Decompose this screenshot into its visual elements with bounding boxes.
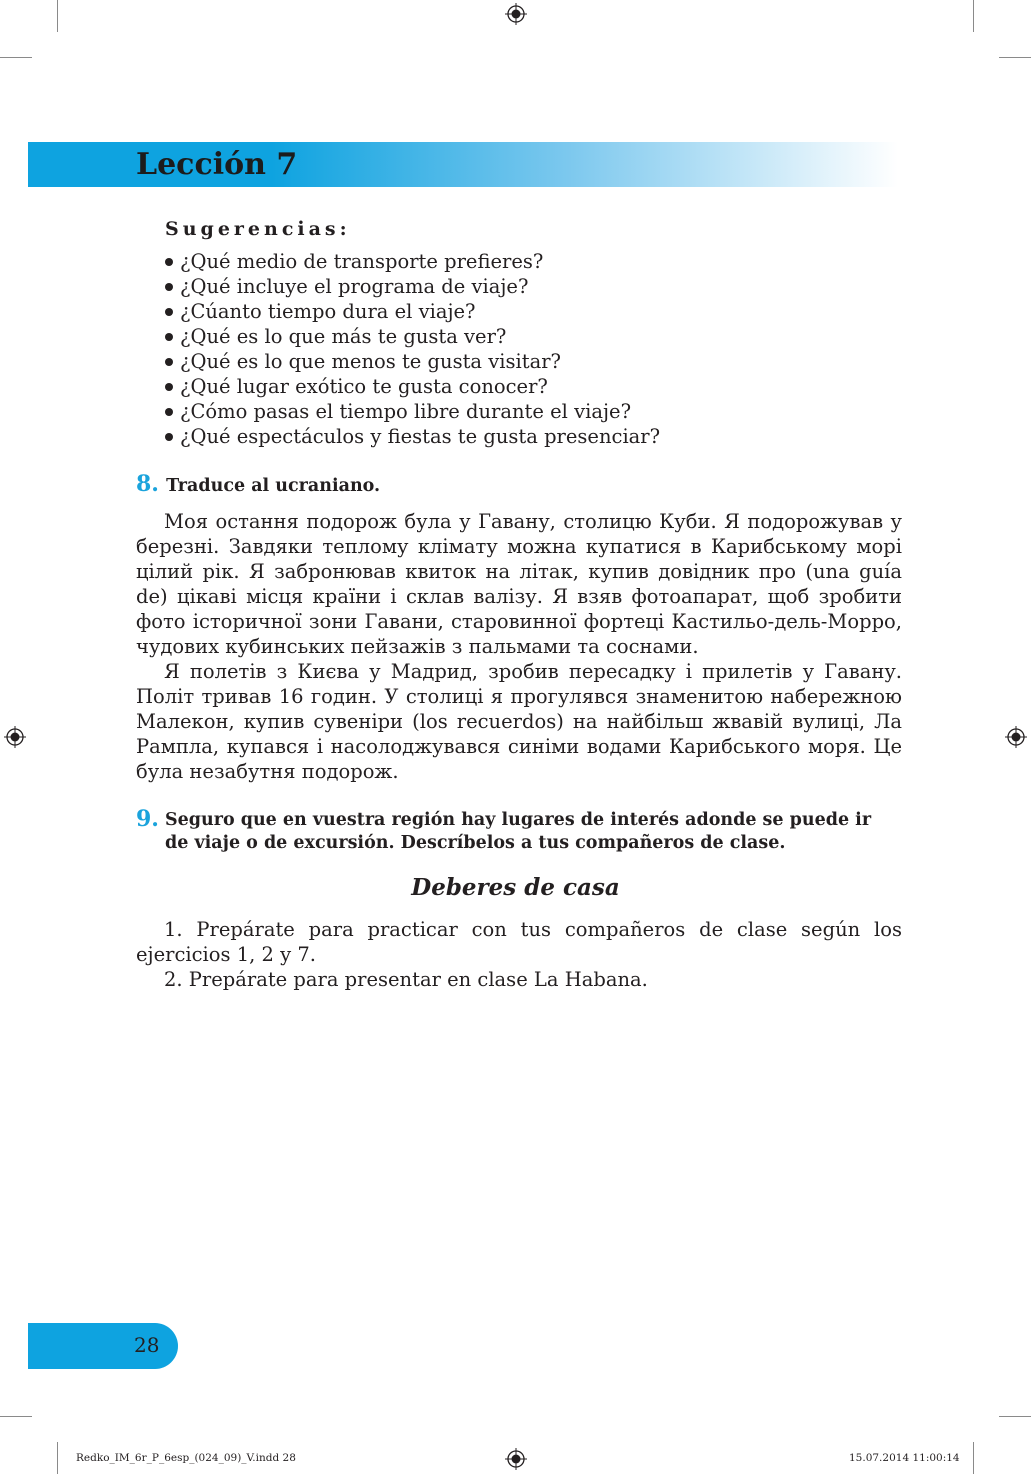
exercise-8-heading — [136, 471, 380, 497]
list-item: ¿Qué medio de transporte prefieres? — [165, 249, 660, 274]
slug-filename: Redko_IM_6r_P_6esp_(024_09)_V.indd 28 — [76, 1452, 296, 1464]
bullet-icon — [165, 433, 173, 441]
registration-mark-icon — [4, 726, 26, 748]
crop-mark — [973, 0, 974, 32]
list-item: ¿Cómo pasas el tiempo libre durante el viaje? — [165, 399, 660, 424]
page-number: 28 — [134, 1333, 160, 1357]
bullet-icon — [165, 408, 173, 416]
exercise-instruction: Seguro que en vuestra región hay lugares de interés adonde se puede ir de viaje o de excursión. Descríbelos a tus compañeros de clase. — [165, 810, 872, 853]
paragraph: Моя остання подорож була у Гавану, столицю Куби. Я подорожував у березні. Завдяки теплому клімату можна купатися в Карибському морі цілий рік. Я забронював квиток на літак, купив довідник про (una guía de) цікаві місця країни і склав валізу. Я взяв фотоапарат, щоб зробити фото історичної зони Гавани, старовинної фортеці Кастильо-дель-Морро, чудових кубинських пейзажів з пальмами та соснами. — [136, 510, 902, 658]
list-item: ¿Qué es lo que más te gusta ver? — [165, 324, 660, 349]
crop-mark — [57, 0, 58, 32]
list-item: ¿Qué lugar exótico te gusta conocer? — [165, 374, 660, 399]
crop-mark — [57, 1442, 58, 1474]
sugerencias-list — [165, 249, 660, 449]
deberes-title: Deberes de casa — [411, 874, 620, 901]
crop-mark — [999, 1416, 1031, 1417]
sugerencias-title: Sugerencias: — [165, 218, 351, 240]
exercise-instruction: Traduce al ucraniano. — [166, 476, 381, 496]
exercise-number: 8. — [136, 471, 159, 497]
registration-mark-icon — [505, 1448, 527, 1470]
crop-mark — [0, 1416, 32, 1417]
bullet-icon — [165, 383, 173, 391]
crop-mark — [999, 57, 1031, 58]
lesson-title: Lección 7 — [136, 147, 298, 182]
bullet-icon — [165, 258, 173, 266]
bullet-icon — [165, 358, 173, 366]
registration-mark-icon — [505, 3, 527, 25]
bullet-icon — [165, 283, 173, 291]
exercise-8-text — [136, 509, 902, 784]
exercise-9-heading — [136, 806, 159, 832]
paragraph: Я полетів з Києва у Мадрид, зробив пересадку і прилетів у Гавану. Політ тривав 16 годин. У столиці я прогулявся знаменитою набережною Малекон, купив сувеніри (los recuerdos) на найбільш жвавій вулиці, Ла Рампла, купався і насолоджувався синіми водами Карибського моря. Це була незабутня подорож. — [136, 660, 902, 783]
bullet-icon — [165, 308, 173, 316]
crop-mark — [0, 57, 32, 58]
crop-mark — [973, 1442, 974, 1474]
list-item: 1. Prepárate para practicar con tus compañeros de clase según los ejercicios 1, 2 y 7. — [136, 918, 902, 966]
list-item: ¿Qué espectáculos y fiestas te gusta presenciar? — [165, 424, 660, 449]
bullet-icon — [165, 333, 173, 341]
list-item: ¿Qué es lo que menos te gusta visitar? — [165, 349, 660, 374]
slug-date: 15.07.2014 11:00:14 — [849, 1452, 960, 1464]
list-item: 2. Prepárate para presentar en clase La Habana. — [164, 968, 648, 991]
deberes-list — [136, 917, 902, 992]
registration-mark-icon — [1005, 726, 1027, 748]
list-item: ¿Cúanto tiempo dura el viaje? — [165, 299, 660, 324]
exercise-number: 9. — [136, 806, 159, 832]
list-item: ¿Qué incluye el programa de viaje? — [165, 274, 660, 299]
